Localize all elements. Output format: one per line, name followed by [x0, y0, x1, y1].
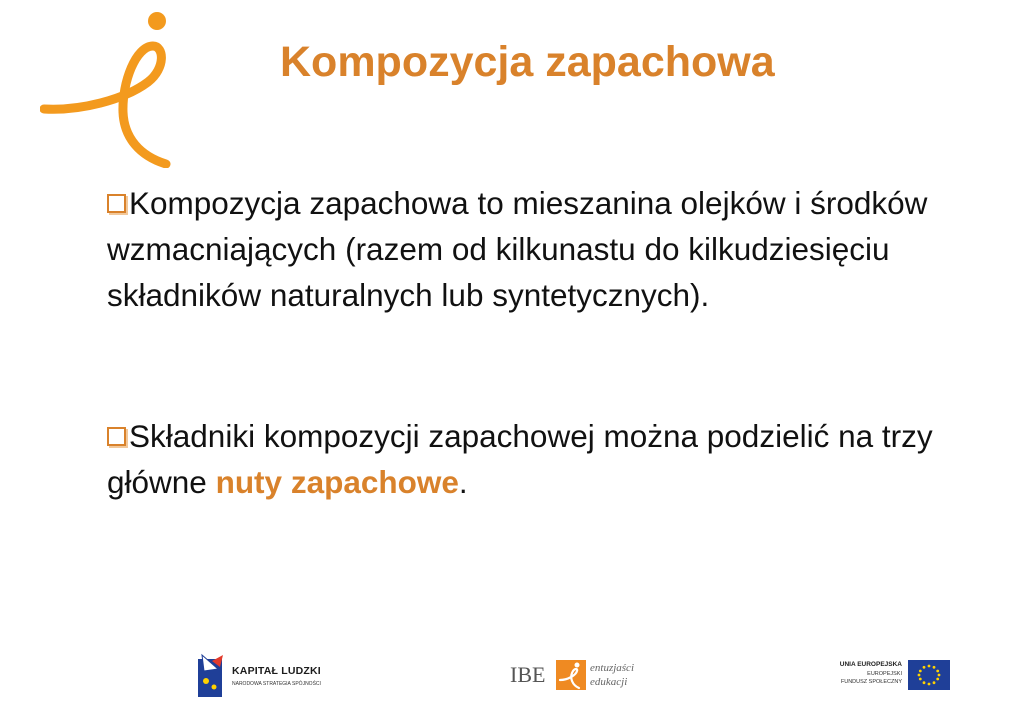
kapital-ludzki-subtitle: NARODOWA STRATEGIA SPÓJNOŚCI: [232, 681, 321, 687]
bullet-1-text: Kompozycja zapachowa to mieszanina olejków i środków wzmacniających (razem od kilkunastu do kilkudziesięciu składników naturalnych lub syntetycznych).: [107, 185, 928, 313]
ibe-logo: [510, 656, 660, 696]
ibe-mark-icon: [556, 660, 586, 690]
bullet-2-emphasis: nuty zapachowe: [215, 464, 459, 500]
eu-line-1: UNIA EUROPEJSKA: [839, 661, 902, 668]
slide-title: Kompozycja zapachowa: [280, 38, 775, 86]
eu-line-3: FUNDUSZ SPOŁECZNY: [840, 679, 902, 685]
kapital-ludzki-logo: [192, 651, 362, 701]
checkbox-bullet-icon: [107, 194, 126, 213]
bullet-2-end: .: [458, 464, 468, 500]
entuzjasci-edukacji-logo: [40, 8, 180, 168]
ibe-tagline-2: edukacji: [590, 676, 628, 688]
eu-flag-icon: [908, 660, 950, 690]
kapital-ludzki-title: KAPITAŁ LUDZKI: [232, 665, 321, 677]
bullet-point-2: [107, 413, 987, 505]
kapital-ludzki-emblem-icon: [192, 651, 228, 701]
checkbox-bullet-icon: [107, 427, 126, 446]
ibe-abbr: IBE: [510, 662, 546, 687]
bullet-point-1: [107, 180, 987, 318]
eu-line-2: EUROPEJSKI: [867, 671, 902, 677]
bullet-2-text: Składniki kompozycji zapachowej można podzielić na trzy główne: [107, 418, 933, 500]
eu-logo: [820, 656, 950, 696]
ibe-tagline-1: entuzjaści: [590, 662, 634, 674]
